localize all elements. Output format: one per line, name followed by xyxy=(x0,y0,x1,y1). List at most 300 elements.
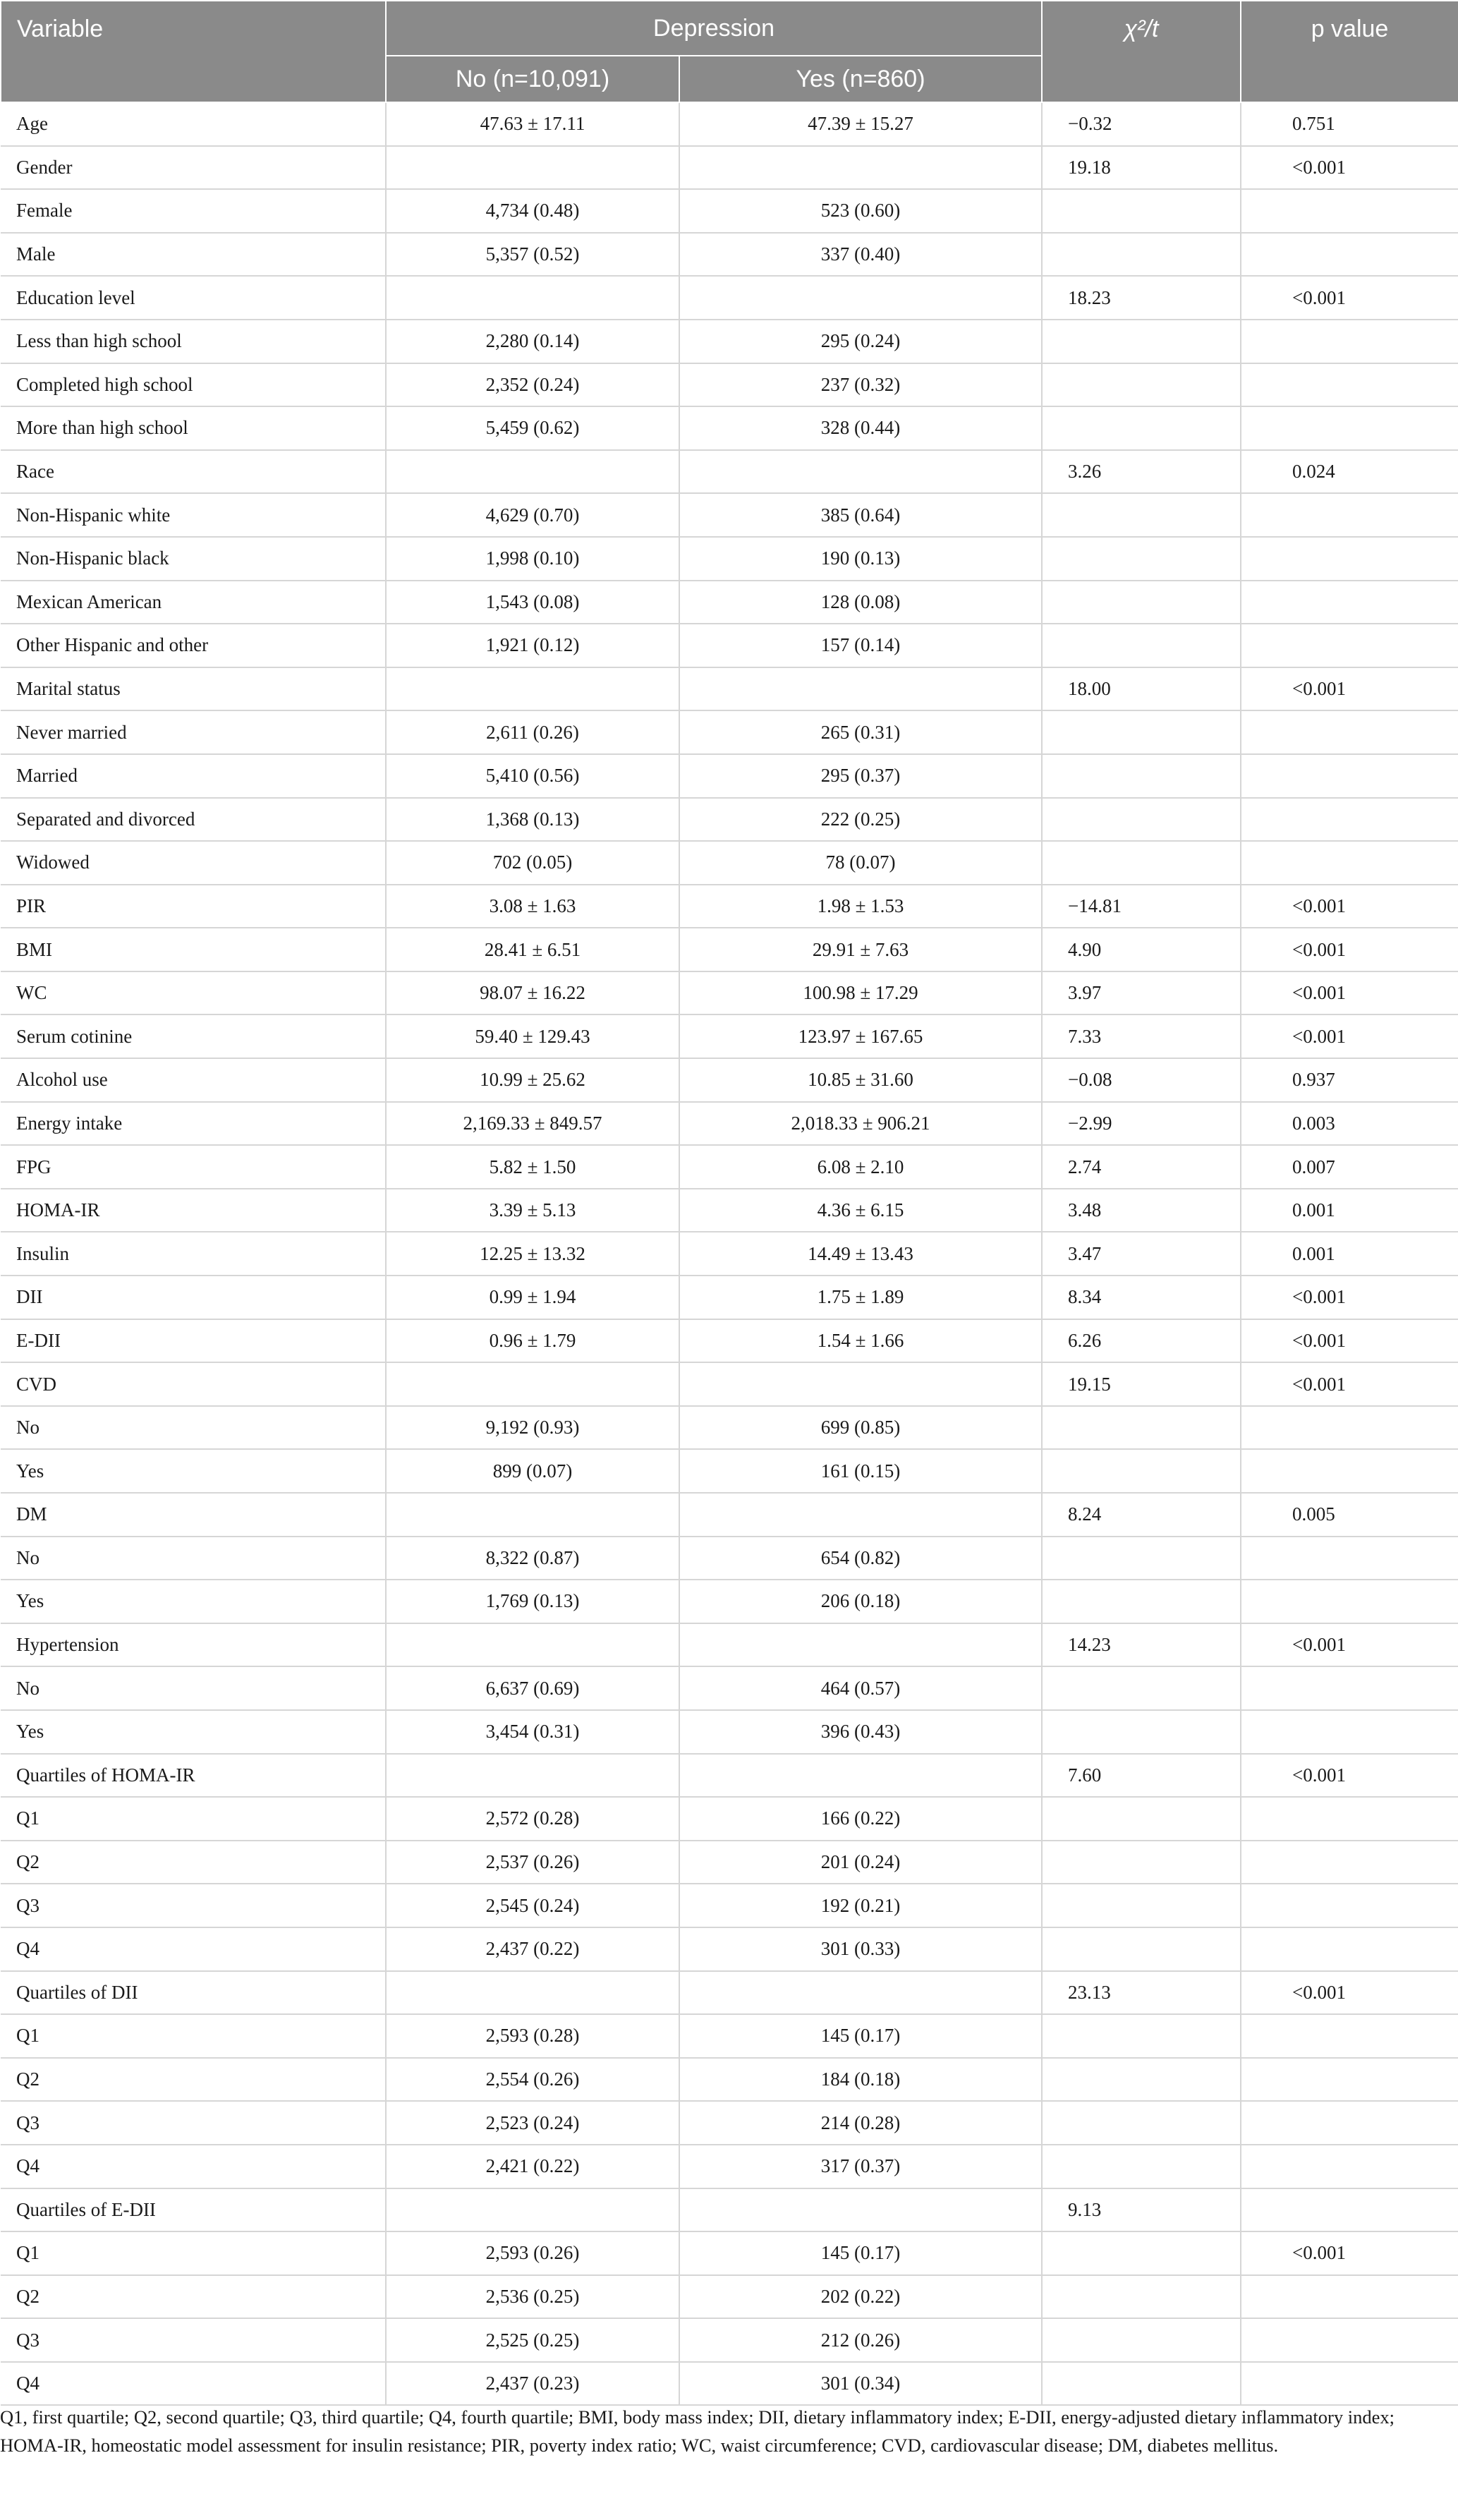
cell-variable: Education level xyxy=(1,276,386,320)
cell-no-depression: 2,280 (0.14) xyxy=(386,320,679,363)
header-variable: Variable xyxy=(1,1,386,102)
cell-p-value xyxy=(1241,363,1458,407)
cell-no-depression: 1,368 (0.13) xyxy=(386,798,679,842)
cell-no-depression: 1,769 (0.13) xyxy=(386,1580,679,1623)
table-row xyxy=(1,1276,1458,1319)
cell-statistic xyxy=(1042,406,1241,450)
cell-statistic: 3.26 xyxy=(1042,450,1241,494)
cell-statistic: −14.81 xyxy=(1042,885,1241,928)
cell-p-value xyxy=(1241,1406,1458,1450)
cell-statistic: 18.00 xyxy=(1042,667,1241,711)
cell-p-value xyxy=(1241,710,1458,754)
cell-yes-depression: 301 (0.33) xyxy=(679,1927,1042,1971)
cell-no-depression: 9,192 (0.93) xyxy=(386,1406,679,1450)
cell-p-value: <0.001 xyxy=(1241,1014,1458,1058)
cell-statistic: 8.24 xyxy=(1042,1493,1241,1537)
cell-statistic: 19.18 xyxy=(1042,146,1241,190)
cell-p-value xyxy=(1241,841,1458,885)
table-row xyxy=(1,798,1458,842)
table-row xyxy=(1,1319,1458,1363)
cell-p-value xyxy=(1241,2145,1458,2188)
cell-variable: FPG xyxy=(1,1145,386,1189)
cell-statistic xyxy=(1042,1927,1241,1971)
cell-statistic xyxy=(1042,754,1241,798)
cell-yes-depression: 1.98 ± 1.53 xyxy=(679,885,1042,928)
cell-no-depression xyxy=(386,1623,679,1667)
cell-p-value: 0.024 xyxy=(1241,450,1458,494)
table-row xyxy=(1,1841,1458,1884)
cell-yes-depression: 6.08 ± 2.10 xyxy=(679,1145,1042,1189)
cell-variable: Race xyxy=(1,450,386,494)
cell-no-depression: 2,421 (0.22) xyxy=(386,2145,679,2188)
cell-variable: Non-Hispanic white xyxy=(1,493,386,537)
cell-variable: Yes xyxy=(1,1710,386,1754)
table-row xyxy=(1,624,1458,667)
cell-yes-depression xyxy=(679,1493,1042,1537)
cell-p-value: 0.001 xyxy=(1241,1189,1458,1232)
cell-no-depression: 702 (0.05) xyxy=(386,841,679,885)
cell-no-depression: 2,554 (0.26) xyxy=(386,2058,679,2102)
cell-p-value: <0.001 xyxy=(1241,971,1458,1015)
cell-no-depression: 47.63 ± 17.11 xyxy=(386,102,679,146)
cell-p-value xyxy=(1241,1797,1458,1841)
cell-p-value: <0.001 xyxy=(1241,146,1458,190)
cell-p-value xyxy=(1241,1666,1458,1710)
table-row xyxy=(1,2318,1458,2362)
table-row xyxy=(1,1362,1458,1406)
cell-yes-depression: 464 (0.57) xyxy=(679,1666,1042,1710)
cell-p-value xyxy=(1241,624,1458,667)
cell-yes-depression xyxy=(679,276,1042,320)
cell-yes-depression xyxy=(679,1623,1042,1667)
cell-no-depression: 1,543 (0.08) xyxy=(386,581,679,624)
cell-no-depression: 2,537 (0.26) xyxy=(386,1841,679,1884)
cell-p-value: <0.001 xyxy=(1241,1276,1458,1319)
cell-variable: Q3 xyxy=(1,1884,386,1927)
cell-yes-depression: 301 (0.34) xyxy=(679,2362,1042,2406)
cell-no-depression xyxy=(386,1362,679,1406)
cell-p-value xyxy=(1241,2318,1458,2362)
cell-p-value xyxy=(1241,2362,1458,2406)
cell-yes-depression: 2,018.33 ± 906.21 xyxy=(679,1102,1042,1146)
cell-no-depression: 5,459 (0.62) xyxy=(386,406,679,450)
cell-p-value xyxy=(1241,1537,1458,1580)
cell-statistic: 8.34 xyxy=(1042,1276,1241,1319)
cell-p-value xyxy=(1241,493,1458,537)
cell-p-value: 0.007 xyxy=(1241,1145,1458,1189)
cell-variable: Q3 xyxy=(1,2101,386,2145)
cell-no-depression: 2,572 (0.28) xyxy=(386,1797,679,1841)
cell-yes-depression: 328 (0.44) xyxy=(679,406,1042,450)
cell-variable: Mexican American xyxy=(1,581,386,624)
table-row xyxy=(1,146,1458,190)
table-row xyxy=(1,233,1458,277)
cell-statistic: 3.48 xyxy=(1042,1189,1241,1232)
cell-no-depression: 1,998 (0.10) xyxy=(386,537,679,581)
table-footnote: Q1, first quartile; Q2, second quartile; Q3, third quartile; Q4, fourth quartile; BMI, body mass index; DII, dietary inflammatory index; E-DII, energy-adjusted dietary inflammatory index; HOMA-IR, homeostatic model assessment for insulin resistance; PIR, poverty index ratio; WC, waist circumference; CVD, cardiovascular disease; DM, diabetes mellitus. xyxy=(0,2406,1395,2456)
table-row xyxy=(1,363,1458,407)
table-row xyxy=(1,1580,1458,1623)
cell-statistic xyxy=(1042,1710,1241,1754)
cell-statistic xyxy=(1042,537,1241,581)
cell-statistic: 3.97 xyxy=(1042,971,1241,1015)
cell-statistic xyxy=(1042,363,1241,407)
cell-statistic xyxy=(1042,2145,1241,2188)
cell-variable: More than high school xyxy=(1,406,386,450)
table-row xyxy=(1,1971,1458,2015)
cell-yes-depression xyxy=(679,1971,1042,2015)
cell-no-depression: 2,352 (0.24) xyxy=(386,363,679,407)
table-row xyxy=(1,2231,1458,2275)
cell-no-depression: 2,437 (0.23) xyxy=(386,2362,679,2406)
cell-p-value xyxy=(1241,189,1458,233)
cell-p-value xyxy=(1241,1580,1458,1623)
cell-statistic xyxy=(1042,841,1241,885)
cell-no-depression: 2,593 (0.28) xyxy=(386,2014,679,2058)
cell-yes-depression: 123.97 ± 167.65 xyxy=(679,1014,1042,1058)
cell-variable: E-DII xyxy=(1,1319,386,1363)
cell-yes-depression: 201 (0.24) xyxy=(679,1841,1042,1884)
cell-statistic: 2.74 xyxy=(1042,1145,1241,1189)
cell-yes-depression: 145 (0.17) xyxy=(679,2231,1042,2275)
cell-variable: Never married xyxy=(1,710,386,754)
cell-variable: Non-Hispanic black xyxy=(1,537,386,581)
table-row xyxy=(1,1102,1458,1146)
cell-variable: Q2 xyxy=(1,2275,386,2319)
table-row xyxy=(1,928,1458,971)
cell-p-value xyxy=(1241,233,1458,277)
cell-statistic xyxy=(1042,233,1241,277)
cell-p-value xyxy=(1241,2188,1458,2232)
cell-p-value xyxy=(1241,754,1458,798)
cell-p-value: <0.001 xyxy=(1241,928,1458,971)
cell-variable: Alcohol use xyxy=(1,1058,386,1102)
table-row xyxy=(1,2275,1458,2319)
cell-no-depression: 5,410 (0.56) xyxy=(386,754,679,798)
cell-yes-depression: 295 (0.24) xyxy=(679,320,1042,363)
cell-variable: Hypertension xyxy=(1,1623,386,1667)
cell-yes-depression: 128 (0.08) xyxy=(679,581,1042,624)
cell-yes-depression: 47.39 ± 15.27 xyxy=(679,102,1042,146)
cell-no-depression: 2,536 (0.25) xyxy=(386,2275,679,2319)
cell-p-value: <0.001 xyxy=(1241,1754,1458,1798)
cell-p-value xyxy=(1241,2058,1458,2102)
cell-yes-depression: 1.75 ± 1.89 xyxy=(679,1276,1042,1319)
cell-statistic xyxy=(1042,1537,1241,1580)
table-row xyxy=(1,2101,1458,2145)
cell-statistic xyxy=(1042,1797,1241,1841)
cell-variable: Widowed xyxy=(1,841,386,885)
cell-variable: Q1 xyxy=(1,2014,386,2058)
cell-no-depression: 2,593 (0.26) xyxy=(386,2231,679,2275)
cell-statistic xyxy=(1042,1580,1241,1623)
cell-yes-depression: 237 (0.32) xyxy=(679,363,1042,407)
cell-variable: Gender xyxy=(1,146,386,190)
cell-p-value: <0.001 xyxy=(1241,276,1458,320)
cell-yes-depression: 29.91 ± 7.63 xyxy=(679,928,1042,971)
cell-statistic xyxy=(1042,1449,1241,1493)
cell-p-value: 0.003 xyxy=(1241,1102,1458,1146)
cell-no-depression: 5,357 (0.52) xyxy=(386,233,679,277)
cell-variable: Q4 xyxy=(1,2145,386,2188)
cell-variable: No xyxy=(1,1537,386,1580)
cell-statistic: 18.23 xyxy=(1042,276,1241,320)
cell-p-value: <0.001 xyxy=(1241,1971,1458,2015)
table-row xyxy=(1,971,1458,1015)
table-header xyxy=(1,1,1458,102)
cell-p-value: <0.001 xyxy=(1241,1623,1458,1667)
cell-p-value: <0.001 xyxy=(1241,1319,1458,1363)
cell-no-depression: 4,734 (0.48) xyxy=(386,189,679,233)
cell-statistic xyxy=(1042,798,1241,842)
table-row xyxy=(1,1189,1458,1232)
cell-statistic xyxy=(1042,1666,1241,1710)
header-depression: Depression xyxy=(386,1,1042,56)
cell-yes-depression xyxy=(679,1754,1042,1798)
cell-p-value: <0.001 xyxy=(1241,2231,1458,2275)
cell-variable: Yes xyxy=(1,1580,386,1623)
cell-yes-depression xyxy=(679,450,1042,494)
cell-statistic xyxy=(1042,710,1241,754)
cell-yes-depression: 100.98 ± 17.29 xyxy=(679,971,1042,1015)
table-row xyxy=(1,2188,1458,2232)
cell-variable: Yes xyxy=(1,1449,386,1493)
cell-variable: BMI xyxy=(1,928,386,971)
cell-statistic xyxy=(1042,1406,1241,1450)
table-row xyxy=(1,2362,1458,2406)
cell-yes-depression: 214 (0.28) xyxy=(679,2101,1042,2145)
cell-statistic: −0.08 xyxy=(1042,1058,1241,1102)
table-row xyxy=(1,2014,1458,2058)
cell-yes-depression: 1.54 ± 1.66 xyxy=(679,1319,1042,1363)
cell-no-depression: 2,545 (0.24) xyxy=(386,1884,679,1927)
cell-yes-depression: 14.49 ± 13.43 xyxy=(679,1232,1042,1276)
cell-statistic xyxy=(1042,2058,1241,2102)
table-row xyxy=(1,1014,1458,1058)
cell-yes-depression: 145 (0.17) xyxy=(679,2014,1042,2058)
cell-variable: Q1 xyxy=(1,1797,386,1841)
cell-variable: Insulin xyxy=(1,1232,386,1276)
table-row xyxy=(1,1710,1458,1754)
cell-no-depression xyxy=(386,1493,679,1537)
cell-yes-depression: 396 (0.43) xyxy=(679,1710,1042,1754)
cell-yes-depression: 222 (0.25) xyxy=(679,798,1042,842)
cell-statistic xyxy=(1042,1841,1241,1884)
cell-yes-depression: 192 (0.21) xyxy=(679,1884,1042,1927)
cell-no-depression: 899 (0.07) xyxy=(386,1449,679,1493)
cell-statistic xyxy=(1042,2362,1241,2406)
cell-variable: Q2 xyxy=(1,2058,386,2102)
table-row xyxy=(1,1406,1458,1450)
cell-variable: Less than high school xyxy=(1,320,386,363)
cell-p-value xyxy=(1241,581,1458,624)
cell-statistic: −2.99 xyxy=(1042,1102,1241,1146)
cell-statistic xyxy=(1042,189,1241,233)
cell-yes-depression: 265 (0.31) xyxy=(679,710,1042,754)
cell-yes-depression: 317 (0.37) xyxy=(679,2145,1042,2188)
cell-p-value xyxy=(1241,537,1458,581)
cell-no-depression: 3,454 (0.31) xyxy=(386,1710,679,1754)
table-row xyxy=(1,406,1458,450)
cell-p-value xyxy=(1241,2014,1458,2058)
header-no-depression: No (n=10,091) xyxy=(386,56,679,102)
cell-variable: No xyxy=(1,1406,386,1450)
header-chi-square-t: χ²/t xyxy=(1042,1,1241,102)
cell-no-depression xyxy=(386,146,679,190)
cell-p-value xyxy=(1241,2101,1458,2145)
cell-statistic xyxy=(1042,2231,1241,2275)
cell-no-depression: 28.41 ± 6.51 xyxy=(386,928,679,971)
cell-statistic: 9.13 xyxy=(1042,2188,1241,2232)
table-row xyxy=(1,102,1458,146)
cell-no-depression xyxy=(386,667,679,711)
cell-no-depression: 98.07 ± 16.22 xyxy=(386,971,679,1015)
cell-variable: No xyxy=(1,1666,386,1710)
cell-variable: Quartiles of E-DII xyxy=(1,2188,386,2232)
cell-no-depression: 5.82 ± 1.50 xyxy=(386,1145,679,1189)
table-row xyxy=(1,1537,1458,1580)
table-row xyxy=(1,710,1458,754)
cell-statistic xyxy=(1042,2318,1241,2362)
cell-yes-depression xyxy=(679,146,1042,190)
cell-no-depression xyxy=(386,1754,679,1798)
cell-variable: HOMA-IR xyxy=(1,1189,386,1232)
table-row xyxy=(1,754,1458,798)
cell-no-depression: 2,525 (0.25) xyxy=(386,2318,679,2362)
cell-p-value xyxy=(1241,1710,1458,1754)
cell-variable: Q1 xyxy=(1,2231,386,2275)
cell-yes-depression: 295 (0.37) xyxy=(679,754,1042,798)
table-row xyxy=(1,1666,1458,1710)
cell-no-depression: 4,629 (0.70) xyxy=(386,493,679,537)
table-row xyxy=(1,2058,1458,2102)
cell-no-depression: 6,637 (0.69) xyxy=(386,1666,679,1710)
cell-p-value xyxy=(1241,798,1458,842)
cell-variable: PIR xyxy=(1,885,386,928)
cell-variable: Male xyxy=(1,233,386,277)
cell-p-value xyxy=(1241,406,1458,450)
cell-yes-depression: 78 (0.07) xyxy=(679,841,1042,885)
cell-no-depression: 3.39 ± 5.13 xyxy=(386,1189,679,1232)
cell-p-value xyxy=(1241,1449,1458,1493)
cell-yes-depression: 10.85 ± 31.60 xyxy=(679,1058,1042,1102)
cell-statistic xyxy=(1042,1884,1241,1927)
cell-p-value xyxy=(1241,1884,1458,1927)
cell-p-value: 0.001 xyxy=(1241,1232,1458,1276)
cell-no-depression: 2,611 (0.26) xyxy=(386,710,679,754)
cell-yes-depression xyxy=(679,1362,1042,1406)
cell-yes-depression: 385 (0.64) xyxy=(679,493,1042,537)
cell-variable: DM xyxy=(1,1493,386,1537)
table-row xyxy=(1,1145,1458,1189)
cell-no-depression: 59.40 ± 129.43 xyxy=(386,1014,679,1058)
cell-variable: Q2 xyxy=(1,1841,386,1884)
cell-yes-depression: 337 (0.40) xyxy=(679,233,1042,277)
cell-statistic xyxy=(1042,493,1241,537)
cell-yes-depression: 161 (0.15) xyxy=(679,1449,1042,1493)
table-row xyxy=(1,1058,1458,1102)
cell-statistic: 6.26 xyxy=(1042,1319,1241,1363)
cell-yes-depression: 206 (0.18) xyxy=(679,1580,1042,1623)
cell-p-value: <0.001 xyxy=(1241,667,1458,711)
cell-yes-depression: 654 (0.82) xyxy=(679,1537,1042,1580)
table-row xyxy=(1,276,1458,320)
cell-statistic xyxy=(1042,2101,1241,2145)
cell-no-depression: 2,523 (0.24) xyxy=(386,2101,679,2145)
table-row xyxy=(1,1449,1458,1493)
table-row xyxy=(1,667,1458,711)
cell-statistic: 7.33 xyxy=(1042,1014,1241,1058)
cell-yes-depression: 157 (0.14) xyxy=(679,624,1042,667)
cell-no-depression: 1,921 (0.12) xyxy=(386,624,679,667)
cell-yes-depression xyxy=(679,2188,1042,2232)
header-yes-depression: Yes (n=860) xyxy=(679,56,1042,102)
cell-no-depression: 0.96 ± 1.79 xyxy=(386,1319,679,1363)
cell-statistic xyxy=(1042,2014,1241,2058)
cell-statistic: −0.32 xyxy=(1042,102,1241,146)
cell-variable: Energy intake xyxy=(1,1102,386,1146)
cell-p-value: 0.937 xyxy=(1241,1058,1458,1102)
cell-variable: Quartiles of HOMA-IR xyxy=(1,1754,386,1798)
table-row xyxy=(1,1754,1458,1798)
cell-yes-depression: 190 (0.13) xyxy=(679,537,1042,581)
cell-no-depression: 2,169.33 ± 849.57 xyxy=(386,1102,679,1146)
cell-statistic: 3.47 xyxy=(1042,1232,1241,1276)
cell-statistic xyxy=(1042,2275,1241,2319)
table-body xyxy=(1,102,1458,2405)
cell-statistic xyxy=(1042,624,1241,667)
table-row xyxy=(1,320,1458,363)
cell-yes-depression: 184 (0.18) xyxy=(679,2058,1042,2102)
cell-statistic: 4.90 xyxy=(1042,928,1241,971)
cell-yes-depression xyxy=(679,667,1042,711)
cell-p-value xyxy=(1241,1927,1458,1971)
cell-variable: Other Hispanic and other xyxy=(1,624,386,667)
table-row xyxy=(1,885,1458,928)
cell-p-value xyxy=(1241,2275,1458,2319)
cell-p-value xyxy=(1241,1841,1458,1884)
cell-variable: Married xyxy=(1,754,386,798)
cell-no-depression: 10.99 ± 25.62 xyxy=(386,1058,679,1102)
cell-statistic: 14.23 xyxy=(1042,1623,1241,1667)
cell-p-value: 0.005 xyxy=(1241,1493,1458,1537)
table-row xyxy=(1,537,1458,581)
table-row xyxy=(1,581,1458,624)
cell-p-value: <0.001 xyxy=(1241,1362,1458,1406)
table-row xyxy=(1,1493,1458,1537)
cell-no-depression xyxy=(386,1971,679,2015)
table-row xyxy=(1,2145,1458,2188)
cell-yes-depression: 699 (0.85) xyxy=(679,1406,1042,1450)
cell-no-depression: 8,322 (0.87) xyxy=(386,1537,679,1580)
table-row xyxy=(1,1884,1458,1927)
cell-variable: Female xyxy=(1,189,386,233)
table-row xyxy=(1,450,1458,494)
table-row xyxy=(1,1797,1458,1841)
cell-no-depression xyxy=(386,276,679,320)
cell-variable: Q4 xyxy=(1,2362,386,2406)
cell-variable: Quartiles of DII xyxy=(1,1971,386,2015)
header-p-value: p value xyxy=(1241,1,1458,102)
cell-p-value: 0.751 xyxy=(1241,102,1458,146)
cell-yes-depression: 202 (0.22) xyxy=(679,2275,1042,2319)
cell-p-value: <0.001 xyxy=(1241,885,1458,928)
cell-yes-depression: 523 (0.60) xyxy=(679,189,1042,233)
cell-statistic: 19.15 xyxy=(1042,1362,1241,1406)
cell-no-depression: 0.99 ± 1.94 xyxy=(386,1276,679,1319)
cell-variable: WC xyxy=(1,971,386,1015)
cell-variable: Age xyxy=(1,102,386,146)
